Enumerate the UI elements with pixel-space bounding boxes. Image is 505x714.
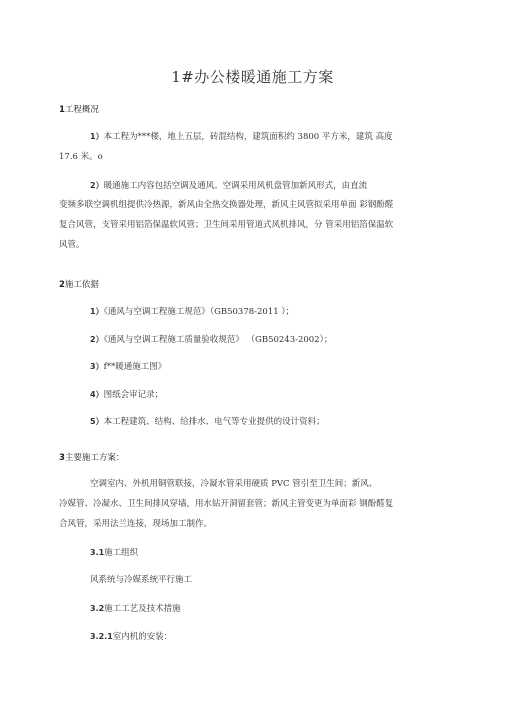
s1-paragraph-2-line-4: 风管。 [59,240,85,250]
s2-item-2-number: 2） [90,335,104,344]
document-title: 1#办公楼暖通施工方案 [171,68,334,86]
s1-paragraph-2-line-2: 变频多联空调机组提供冷热源，新风由全热交换器处理，新风主风管拟采用单面 彩钢酚醛 [59,200,394,210]
section-2-number: 2 [59,280,65,290]
s1-p1-number: 1） [90,132,104,141]
s1-paragraph-2-line-3: 复合风管，支管采用铝箔保温软风管；卫生间采用管道式风机排风，分 管采用铝箔保温软 [59,220,394,230]
section-3-title: 主要施工方案： [64,453,125,463]
s2-item-5-text: 本工程建筑、结构、给排水、电气等专业提供的设计资料； [103,417,325,427]
subsection-3-2-1-heading [90,631,172,643]
subsection-3-2-1-number: 3.2.1 [90,632,113,641]
s3-paragraph-line-3: 合风管，采用法兰连接，现场加工制作。 [59,519,213,529]
subsection-3-1-title: 施工组织 [104,548,139,558]
s1-paragraph-1-line-2: 17.6 米。o [59,152,103,162]
section-3-number: 3 [59,453,65,463]
subsection-3-1-text: 风系统与冷媒系统平行施工 [90,575,193,585]
subsection-3-2-title: 施工工艺及技术措施 [104,604,181,614]
section-3-heading [59,451,124,463]
section-1-number: 1 [59,105,65,115]
s2-list-item-4 [90,389,163,401]
s2-item-1-number: 1） [90,307,104,316]
s2-item-5-number: 5） [90,417,104,426]
s2-list-item-1 [90,306,294,318]
s2-item-4-text: 图纸会审记录； [103,390,164,400]
s1-p2-number: 2） [90,181,104,190]
subsection-3-2-1-title: 室内机的安装： [112,632,173,642]
s2-list-item-2 [90,334,332,346]
s3-paragraph-line-1: 空调室内、外机用铜管联接，冷凝水管采用硬质 PVC 管引至卫生间；新风、 [90,479,378,489]
s2-item-3-number: 3） [90,362,104,371]
section-1-heading [59,103,99,115]
subsection-3-2-number: 3.2 [90,604,105,613]
s2-list-item-3 [90,361,166,373]
subsection-3-2-heading [90,603,181,615]
s1-p1-text: 本工程为***楼，地上五层，砖混结构，建筑面积约 3800 平方米，建筑 高度 [103,132,393,142]
s2-item-4-number: 4） [90,390,104,399]
subsection-3-1-number: 3.1 [90,548,105,557]
section-1-title: 工程概况 [64,105,99,115]
s2-item-2-text: 《通风与空调工程施工质量验收规范》 （GB50243-2002）； [103,335,333,345]
s1-paragraph-1-line-1 [90,131,393,143]
s1-paragraph-2-line-1 [90,180,367,192]
section-2-heading [59,278,99,290]
section-2-title: 施工依据 [64,280,99,290]
s3-paragraph-line-2: 冷媒管、冷凝水、卫生间排风穿墙，用水钻开洞留套管；新风主管变更为单面彩 钢酚醛复 [59,499,394,509]
s2-item-1-text: 《通风与空调工程施工规范》（GB50378-2011 ）； [103,307,295,317]
s2-list-item-5 [90,416,325,428]
s1-p2-text: 暖通施工内容包括空调及通风。空调采用风机盘管加新风形式，由直流 [103,181,368,191]
s2-item-3-text: f**暖通施工图》 [103,362,167,372]
subsection-3-1-heading [90,547,138,559]
